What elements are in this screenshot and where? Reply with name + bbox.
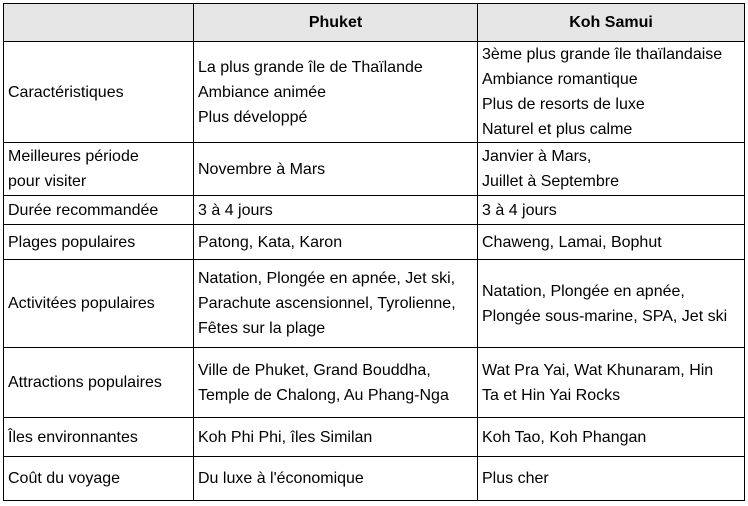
cell-line: Parachute ascensionnel, Tyrolienne, (198, 295, 456, 312)
label-line: Coût du voyage (8, 470, 121, 487)
label-line: Îles environnantes (8, 428, 138, 446)
cell-line: Patong, Kata, Karon (198, 233, 343, 251)
label-line: Activitées populaires (8, 295, 155, 312)
samui-activitees-populaires (478, 260, 745, 348)
table-row (4, 42, 745, 143)
samui-meilleures-periode (478, 143, 745, 196)
cell-line: Temple de Chalong, Au Phang-Nga (198, 386, 449, 404)
cell-line: Koh Phi Phi, îles Similan (198, 428, 373, 446)
cell-line: Ville de Phuket, Grand Bouddha, (198, 361, 431, 379)
cell-line: Natation, Plongée en apnée, (482, 282, 685, 300)
row-label-meilleures-periode (4, 143, 194, 196)
label-line: Meilleures période (8, 148, 139, 165)
phuket-plages-populaires (194, 225, 478, 260)
table-row (4, 348, 745, 418)
row-label-attractions-populaires (4, 348, 194, 418)
samui-cout-du-voyage (478, 457, 745, 501)
comparison-table (3, 3, 745, 501)
cell-line: Wat Pra Yai, Wat Khunaram, Hin (482, 361, 714, 379)
cell-line: Ta et Hin Yai Rocks (482, 386, 621, 404)
phuket-attractions-populaires (194, 348, 478, 418)
phuket-activitees-populaires (194, 260, 478, 348)
cell-line: Naturel et plus calme (482, 121, 633, 138)
table-row (4, 225, 745, 260)
cell-line: Ambiance romantique (482, 71, 638, 88)
cell-line: Ambiance animée (198, 83, 327, 101)
table-row (4, 418, 745, 457)
cell-line: Plus développé (198, 108, 308, 126)
cell-line: 3 à 4 jours (198, 201, 273, 219)
label-line: Durée recommandée (8, 201, 159, 219)
samui-attractions-populaires (478, 348, 745, 418)
phuket-caracteristiques (194, 42, 478, 143)
table-row (4, 196, 745, 225)
header-phuket: Phuket (194, 4, 478, 42)
cell-line: Du luxe à l'économique (198, 470, 364, 487)
samui-iles-environnantes (478, 418, 745, 457)
cell-line: Koh Tao, Koh Phangan (482, 428, 647, 446)
header-koh-samui: Koh Samui (478, 4, 745, 42)
cell-line: Natation, Plongée en apnée, Jet ski, (198, 270, 456, 287)
table-row (4, 457, 745, 501)
label-line: Plages populaires (8, 233, 136, 251)
header-row (4, 4, 745, 42)
row-label-plages-populaires (4, 225, 194, 260)
label-line: pour visiter (8, 173, 87, 190)
table-row (4, 260, 745, 348)
cell-line: La plus grande île de Thaïlande (198, 58, 423, 76)
row-label-duree-recommandee (4, 196, 194, 225)
samui-caracteristiques (478, 42, 745, 143)
cell-line: Plus cher (482, 470, 549, 487)
cell-line: Janvier à Mars, (482, 148, 592, 165)
cell-line: Plongée sous-marine, SPA, Jet ski (482, 307, 728, 325)
phuket-iles-environnantes (194, 418, 478, 457)
cell-line: 3 à 4 jours (482, 201, 557, 219)
cell-line: Chaweng, Lamai, Bophut (482, 233, 662, 251)
table-row (4, 143, 745, 196)
samui-plages-populaires (478, 225, 745, 260)
cell-line: Novembre à Mars (198, 160, 326, 178)
samui-duree-recommandee (478, 196, 745, 225)
header-empty-cell (4, 4, 194, 42)
row-label-activitees-populaires (4, 260, 194, 348)
phuket-duree-recommandee (194, 196, 478, 225)
row-label-iles-environnantes (4, 418, 194, 457)
row-label-caracteristiques (4, 42, 194, 143)
cell-line: 3ème plus grande île thaïlandaise (482, 46, 723, 63)
cell-line: Plus de resorts de luxe (482, 96, 645, 113)
row-label-cout-du-voyage (4, 457, 194, 501)
phuket-meilleures-periode (194, 143, 478, 196)
cell-line: Fêtes sur la plage (198, 320, 326, 337)
phuket-cout-du-voyage (194, 457, 478, 501)
cell-line: Juillet à Septembre (482, 173, 619, 190)
label-line: Caractéristiques (8, 83, 124, 101)
label-line: Attractions populaires (8, 374, 162, 391)
